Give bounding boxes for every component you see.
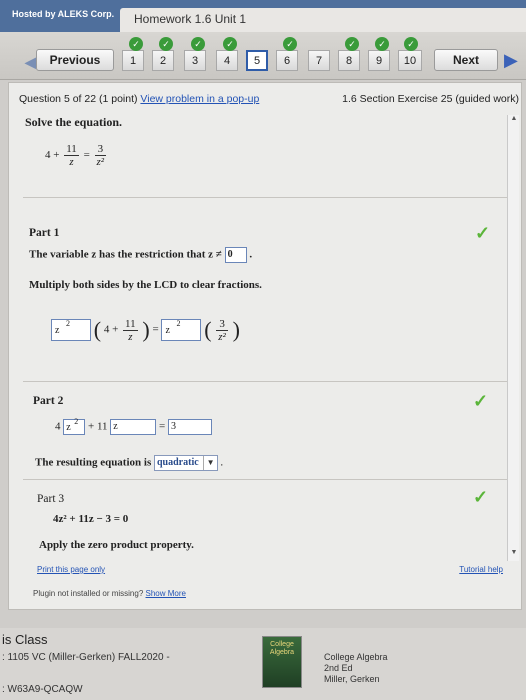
answered-check-icon: ✓ [375, 37, 389, 51]
lcd-instruction: Multiply both sides by the LCD to clear fractions. [29, 279, 262, 291]
question-3-button[interactable]: 3 [184, 50, 206, 71]
lcd-input-right[interactable]: z 2 [161, 319, 201, 341]
question-1-button[interactable]: 1 [122, 50, 144, 71]
top-bar [0, 0, 526, 32]
question-6-button[interactable]: 6 [276, 50, 298, 71]
textbook-info: College Algebra 2nd Ed Miller, Gerken [324, 652, 388, 684]
answered-check-icon: ✓ [191, 37, 205, 51]
hosted-by-label: Hosted by ALEKS Corp. [12, 9, 115, 19]
scroll-up-icon[interactable]: ▲ [510, 115, 518, 122]
question-4-button[interactable]: 4 [216, 50, 238, 71]
question-navigation [0, 32, 526, 80]
divider [23, 381, 509, 382]
divider [23, 197, 509, 198]
question-7-button[interactable]: 7 [308, 50, 330, 71]
divider [23, 479, 509, 480]
previous-label: Previous [49, 53, 101, 67]
section-exercise-label: 1.6 Section Exercise 25 (guided work) [342, 93, 519, 105]
scroll-down-icon[interactable]: ▼ [510, 549, 518, 556]
equation-type-dropdown[interactable]: quadratic ▼ [154, 455, 218, 471]
restriction-row: The variable z has the restriction that z ≠ 0 . [29, 247, 252, 263]
course-name: : 1105 VC (Miller-Gerken) FALL2020 - [2, 652, 170, 663]
scrollbar[interactable] [507, 115, 519, 561]
part-2-title: Part 2 [33, 395, 64, 407]
question-5-button-current[interactable]: 5 [246, 50, 268, 71]
part-3-equation: 4z² + 11z − 3 = 0 [53, 513, 129, 525]
homework-tab[interactable]: Homework 1.6 Unit 1 [120, 8, 526, 32]
rhs-input[interactable]: 3 [168, 419, 212, 435]
correct-check-icon: ✓ [473, 391, 489, 411]
previous-arrow-icon: ◀ [25, 54, 36, 70]
answered-check-icon: ✓ [159, 37, 173, 51]
part-2-equation: 4 z 2 + 11 z = 3 [55, 419, 212, 435]
lcd-input-left[interactable]: z 2 [51, 319, 91, 341]
class-title: is Class [2, 632, 48, 647]
answered-check-icon: ✓ [345, 37, 359, 51]
linear-term-input[interactable]: z [110, 419, 156, 435]
answered-check-icon: ✓ [129, 37, 143, 51]
answered-check-icon: ✓ [283, 37, 297, 51]
correct-check-icon: ✓ [473, 487, 489, 507]
correct-check-icon: ✓ [475, 223, 491, 243]
plugin-notice: Plugin not installed or missing? Show More [33, 589, 186, 598]
question-9-button[interactable]: 9 [368, 50, 390, 71]
question-10-button[interactable]: 10 [398, 50, 422, 71]
exponent-input[interactable]: z 2 [63, 419, 85, 435]
resulting-equation-row: The resulting equation is quadratic ▼ . [35, 455, 223, 471]
question-header [9, 83, 523, 109]
answered-check-icon: ✓ [404, 37, 418, 51]
chevron-down-icon: ▼ [203, 456, 215, 470]
question-number-label: Question 5 of 22 (1 point) [19, 93, 138, 105]
next-arrow-icon[interactable]: ▶ [504, 50, 518, 70]
question-2-button[interactable]: 2 [152, 50, 174, 71]
print-page-link[interactable]: Print this page only [37, 565, 106, 574]
answered-check-icon: ✓ [223, 37, 237, 51]
restriction-input[interactable]: 0 [225, 247, 247, 263]
question-panel [8, 82, 522, 610]
course-footer [0, 628, 526, 700]
course-code: : W63A9-QCAQW [2, 684, 83, 695]
next-button[interactable]: Next [434, 49, 498, 71]
tutorial-help-link[interactable]: Tutorial help [459, 565, 503, 574]
part-1-title: Part 1 [29, 227, 60, 239]
given-equation: 4 + $\frac{11}{z}$ = $\frac{3}{\text{z²}}$ [45, 143, 105, 168]
view-popup-link[interactable]: View problem in a pop-up [140, 93, 260, 105]
lcd-equation: z 2 ( 4 + $\frac{11}{z}$ ) = z 2 ( $\frac{3}{\text{z²}}$ ) [51, 317, 240, 343]
previous-button[interactable] [25, 49, 114, 71]
zero-product-instruction: Apply the zero product property. [39, 539, 194, 551]
question-8-button[interactable]: 8 [338, 50, 360, 71]
instruction-text: Solve the equation. [25, 115, 123, 129]
part-3-title: Part 3 [37, 493, 65, 505]
textbook-cover-image: College Algebra [262, 636, 302, 688]
show-more-link[interactable]: Show More [145, 589, 186, 598]
